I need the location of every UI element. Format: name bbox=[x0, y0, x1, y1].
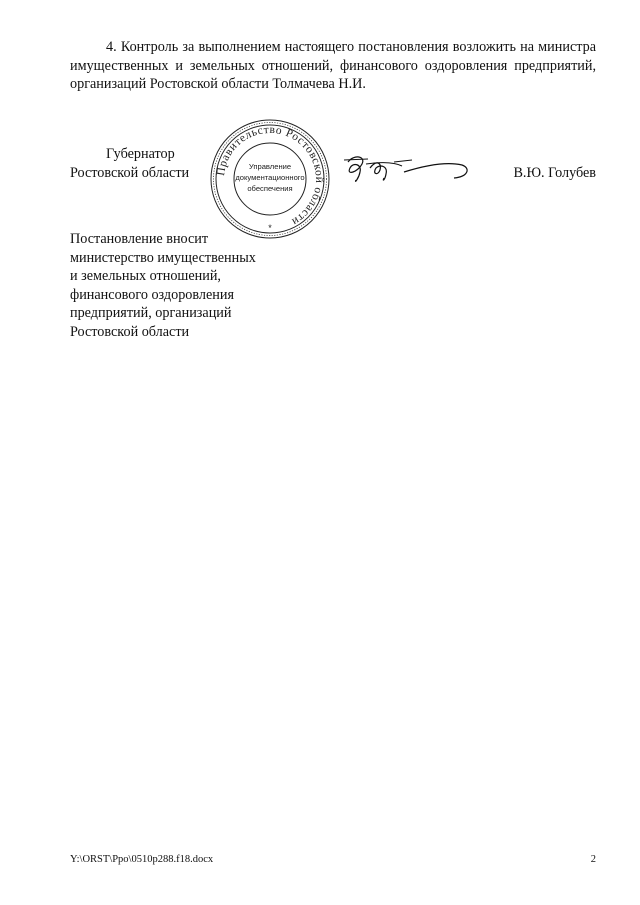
submitted-by-block bbox=[70, 230, 290, 342]
footer-page-number: 2 bbox=[590, 854, 596, 865]
submitted-line: министерство имущественных bbox=[70, 249, 256, 266]
seal-ring-text: Правительство Ростовской области bbox=[214, 123, 326, 228]
submitted-line: и земельных отношений, bbox=[70, 268, 221, 285]
governor-title bbox=[70, 145, 210, 182]
paragraph-text: Контроль за выполнением настоящего постановления возложить на министра имущественных и земельных отношений, финансового оздоровления предприятий, организаций Ростовской области Толмачева Н.И. bbox=[70, 39, 597, 93]
footer-file-path: Y:\ORST\Ppo\0510p288.f18.docx bbox=[70, 854, 214, 865]
official-seal-icon bbox=[208, 117, 332, 241]
paragraph-number: 4. bbox=[106, 39, 117, 55]
submitted-line: Ростовской области bbox=[70, 323, 190, 340]
seal-star: * bbox=[268, 223, 272, 233]
seal-center-line1: Управление bbox=[248, 162, 292, 171]
seal-center-line2: документационного bbox=[235, 173, 305, 182]
seal-center-line3: обеспечения bbox=[247, 184, 293, 193]
submitted-line: финансового оздоровления bbox=[70, 286, 235, 303]
governor-title-line1: Губернатор bbox=[106, 146, 175, 162]
governor-title-line2: Ростовской области bbox=[70, 164, 190, 181]
control-paragraph bbox=[70, 38, 596, 94]
submitted-line: Постановление вносит bbox=[70, 231, 209, 247]
submitted-line: предприятий, организаций bbox=[70, 305, 232, 322]
governor-name: В.Ю. Голубев bbox=[513, 165, 596, 181]
